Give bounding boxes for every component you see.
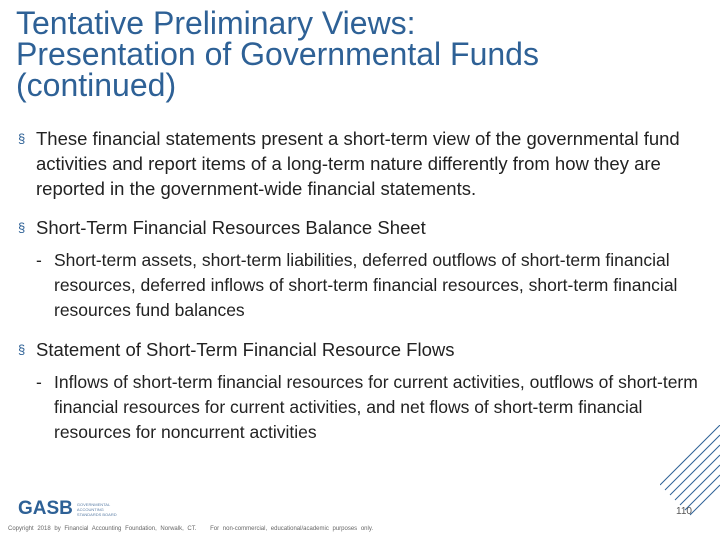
logo-mark: GASB <box>18 498 73 519</box>
logo-subtitle: GOVERNMENTAL ACCOUNTING STANDARDS BOARD <box>76 501 117 517</box>
footer-use-note: For non-commercial, educational/academic purposes only. <box>210 526 374 532</box>
bullet-text: Short-Term Financial Resources Balance Sheet <box>36 217 426 238</box>
bullet-text: These financial statements present a short-term view of the governmental fund activities and report items of a long-term nature differently from how they are reported in the government-wide financial statements. <box>36 128 680 199</box>
title-line-1: Tentative Preliminary Views: <box>16 5 416 41</box>
bullet-item <box>18 337 698 362</box>
bullet-list <box>18 126 698 459</box>
bullet-marker-icon: § <box>18 220 26 235</box>
gasb-logo <box>18 498 117 520</box>
footer <box>8 526 373 532</box>
sub-bullet-marker: - <box>36 250 42 270</box>
sub-bullet-item <box>18 248 698 323</box>
footer-copyright: Copyright 2018 by Financial Accounting Foundation, Norwalk, CT. <box>8 526 197 532</box>
sub-bullet-text: Inflows of short-term financial resources for current activities, outflows of short-term financial resources for current activities, and net flows of short-term financial resources for noncurrent activities <box>54 372 698 442</box>
corner-decoration <box>660 425 720 540</box>
bullet-text: Statement of Short-Term Financial Resource Flows <box>36 339 455 360</box>
bullet-item <box>18 126 698 201</box>
sub-bullet-item <box>18 370 698 445</box>
bullet-marker-icon: § <box>18 131 26 146</box>
page-number: 110 <box>676 506 692 517</box>
title-line-2: Presentation of Governmental Funds <box>16 36 539 72</box>
sub-bullet-text: Short-term assets, short-term liabilities, deferred outflows of short-term financial resources, deferred inflows of short-term financial resources, short-term financial resources fund balances <box>54 250 678 320</box>
bullet-marker-icon: § <box>18 342 26 357</box>
slide-title <box>16 5 706 103</box>
sub-bullet-marker: - <box>36 372 42 392</box>
title-line-3: (continued) <box>16 67 177 103</box>
bullet-item <box>18 215 698 240</box>
